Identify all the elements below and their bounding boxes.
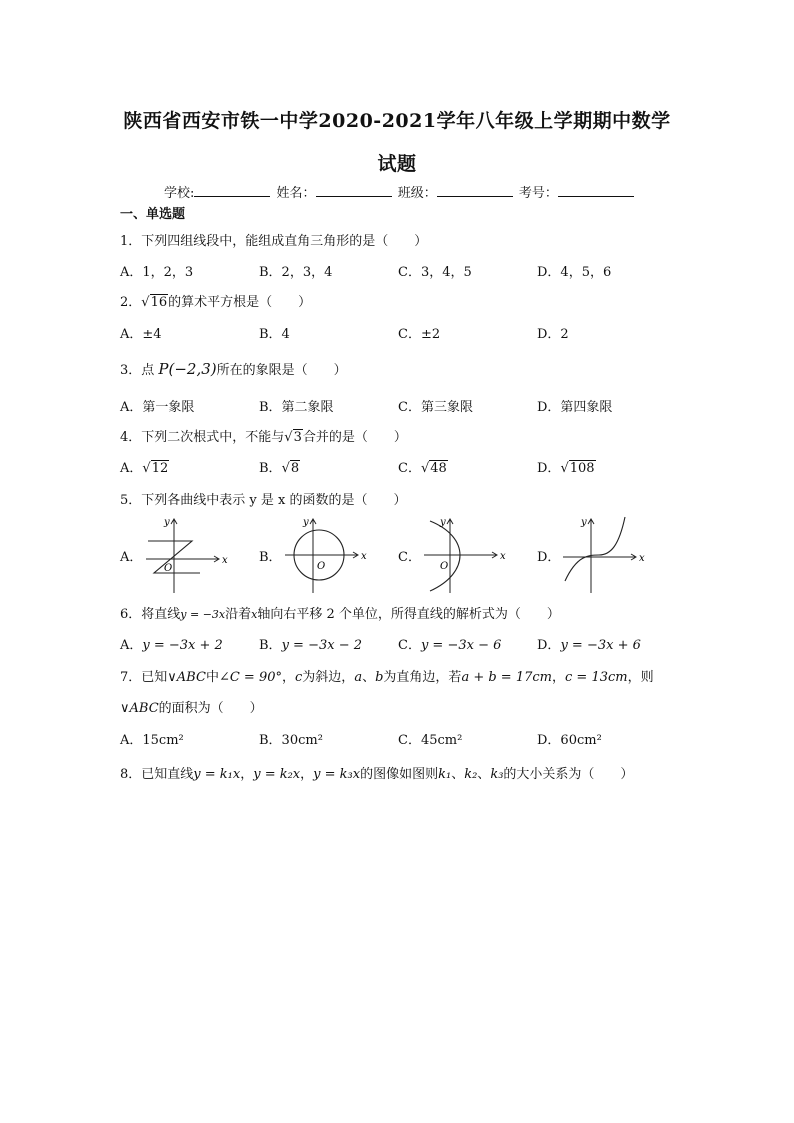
student-info-row: [164, 182, 636, 201]
option-expression: y = −3x − 2: [281, 638, 362, 653]
school-label: 学校:: [164, 186, 195, 201]
q7-text: ，: [282, 670, 296, 685]
q7-text: 的面积为（ ）: [158, 701, 263, 716]
q2-stem-text: 的算术平方根是（ ）: [168, 295, 312, 310]
q4-option-a[interactable]: [120, 457, 169, 476]
option-expression: y = −3x + 6: [560, 638, 641, 653]
q5-graph-a[interactable]: [142, 515, 228, 595]
q6-option-c[interactable]: [398, 634, 501, 653]
origin-label: O: [164, 563, 173, 574]
q8-k3: k₃: [490, 767, 504, 782]
q7-text: 、: [362, 670, 376, 685]
q7-triangle: ∨ABC: [167, 670, 206, 685]
q8-line-1: y = k₁x: [193, 767, 241, 782]
q3-prefix: 3．点: [120, 363, 159, 378]
q7-text: ，: [551, 670, 565, 685]
q5-option-a-label[interactable]: A．: [120, 550, 143, 565]
q7-option-d[interactable]: D．60cm²: [537, 733, 602, 748]
axis-y-label: y: [303, 517, 309, 528]
q8-text: ，: [240, 767, 254, 782]
section-heading: 一、单选题: [120, 207, 186, 222]
q8-prefix: 8．已知直线: [120, 767, 194, 782]
q6-axis: x: [251, 608, 258, 621]
q8-text: 的图像如图则: [360, 767, 439, 782]
school-blank[interactable]: [194, 184, 270, 197]
option-expression: y = −3x − 6: [420, 638, 502, 653]
q8-line-2: y = k₂x: [253, 767, 301, 782]
q4-stem-text: 合并的是（ ）: [302, 430, 407, 445]
option-letter: B．: [259, 638, 282, 653]
axis-y-label: y: [164, 517, 170, 528]
q4-option-d[interactable]: [537, 457, 596, 476]
exam-number-blank[interactable]: [558, 184, 634, 197]
option-letter: D．: [537, 461, 561, 476]
q8-text: 、: [477, 767, 491, 782]
q6-line-expression: y = −3x: [180, 608, 226, 621]
q7-var-a: a: [354, 670, 363, 685]
q3-option-b[interactable]: B．第二象限: [259, 400, 334, 415]
q8-k1: k₁: [438, 767, 452, 782]
exam-title-line1: 陕西省西安市铁一中学2020-2021学年八年级上学期期中数学: [123, 110, 671, 132]
axis-x-label: x: [639, 553, 645, 564]
q7-angle: ∠C = 90°: [218, 670, 282, 685]
q8-text: ，: [300, 767, 314, 782]
q7-text: 为直角边，若: [383, 670, 462, 685]
class-label: 班级：: [397, 186, 437, 201]
sqrt-symbol: √48: [420, 461, 447, 476]
q6-option-d[interactable]: [537, 634, 641, 653]
q7-option-b[interactable]: B．30cm²: [259, 733, 323, 748]
question-7-stem-line1: [120, 666, 654, 685]
q5-option-d-label[interactable]: D．: [537, 550, 561, 565]
q7-option-c[interactable]: C．45cm²: [398, 733, 463, 748]
origin-label: O: [440, 561, 449, 572]
axis-x-label: x: [222, 555, 228, 566]
option-letter: A．: [120, 638, 143, 653]
axis-y-label: y: [581, 517, 587, 528]
q7-text: 中: [205, 670, 219, 685]
class-blank[interactable]: [437, 184, 513, 197]
axis-x-label: x: [361, 551, 367, 562]
q8-line-3: y = k₃x: [313, 767, 361, 782]
option-letter: D．: [537, 638, 561, 653]
option-letter: B．: [259, 461, 282, 476]
question-2-stem: [120, 291, 311, 310]
question-5-stem: 5．下列各曲线中表示 y 是 x 的函数的是（ ）: [120, 493, 407, 508]
name-label: 姓名：: [276, 186, 316, 201]
exam-number-label: 考号：: [518, 186, 558, 201]
option-letter: C．: [398, 638, 421, 653]
option-letter: C．: [398, 461, 421, 476]
q2-radicand: 16: [150, 295, 168, 310]
q5-option-c-label[interactable]: C．: [398, 550, 421, 565]
q8-stem-text: 的大小关系为（ ）: [503, 767, 634, 782]
exam-title-line2: 试题: [377, 153, 417, 175]
q3-option-a[interactable]: A．第一象限: [120, 400, 195, 415]
q8-text: 、: [451, 767, 465, 782]
q3-stem-text: 所在的象限是（ ）: [216, 363, 347, 378]
question-4-stem: [120, 426, 407, 445]
q4-option-c[interactable]: [398, 457, 448, 476]
question-8-stem: [120, 763, 633, 782]
q7-var-b: b: [375, 670, 384, 685]
q7-c-value: c = 13cm: [565, 670, 628, 685]
q1-option-d[interactable]: D．4，5，6: [537, 265, 612, 280]
radicand: 48: [430, 461, 447, 476]
q1-option-c[interactable]: C．3，4，5: [398, 265, 472, 280]
sqrt-symbol: √12: [142, 461, 169, 476]
q1-option-a[interactable]: A．1，2，3: [120, 265, 194, 280]
q6-prefix: 6．将直线: [120, 607, 181, 622]
q7-var-c: c: [295, 670, 303, 685]
sqrt-symbol: √3: [284, 430, 302, 445]
sqrt-symbol: √16: [141, 295, 168, 310]
radicand: 108: [569, 461, 595, 476]
q5-graph-d[interactable]: [559, 515, 645, 595]
q4-option-b[interactable]: [259, 457, 300, 476]
q7-text: ，则: [627, 670, 654, 685]
q5-graph-c[interactable]: [420, 515, 506, 595]
q1-option-b[interactable]: B．2，3，4: [259, 265, 333, 280]
q6-option-b[interactable]: [259, 634, 362, 653]
question-7-stem-line2: [120, 697, 263, 716]
question-1-stem: 1．下列四组线段中，能组成直角三角形的是（ ）: [120, 234, 428, 249]
q2-option-a[interactable]: A．±4: [120, 327, 162, 342]
q8-k2: k₂: [464, 767, 478, 782]
sqrt-symbol: √108: [560, 461, 595, 476]
question-6-stem: [120, 603, 560, 622]
q6-mid-text: 沿着: [225, 607, 252, 622]
q3-option-c[interactable]: C．第三象限: [398, 400, 473, 415]
question-3-stem: [120, 359, 347, 378]
q7-text: 为斜边，: [302, 670, 355, 685]
q3-point: P(−2,3): [158, 360, 217, 378]
radicand: 8: [290, 461, 300, 476]
sqrt-symbol: √8: [281, 461, 300, 476]
origin-label: O: [317, 561, 326, 572]
q7-prefix: 7．已知: [120, 670, 168, 685]
axis-y-label: y: [440, 517, 446, 528]
q6-stem-text: 轴向右平移 2 个单位，所得直线的解析式为（ ）: [257, 607, 560, 622]
q6-option-a[interactable]: [120, 634, 223, 653]
q2-number: 2．: [120, 295, 142, 310]
q5-graph-b[interactable]: [281, 515, 367, 595]
q2-option-d[interactable]: D．2: [537, 327, 569, 342]
q2-option-b[interactable]: B．4: [259, 327, 290, 342]
option-expression: y = −3x + 2: [142, 638, 223, 653]
name-blank[interactable]: [316, 184, 392, 197]
q4-radicand: 3: [293, 430, 302, 445]
option-letter: A．: [120, 461, 143, 476]
q7-triangle: ∨ABC: [120, 701, 159, 716]
q2-option-c[interactable]: C．±2: [398, 327, 441, 342]
q7-sum: a + b = 17cm: [461, 670, 552, 685]
q4-prefix: 4．下列二次根式中，不能与: [120, 430, 285, 445]
q5-option-b-label[interactable]: B．: [259, 550, 282, 565]
axis-x-label: x: [500, 551, 506, 562]
radicand: 12: [151, 461, 169, 476]
q3-option-d[interactable]: D．第四象限: [537, 400, 613, 415]
q7-option-a[interactable]: A．15cm²: [120, 733, 184, 748]
